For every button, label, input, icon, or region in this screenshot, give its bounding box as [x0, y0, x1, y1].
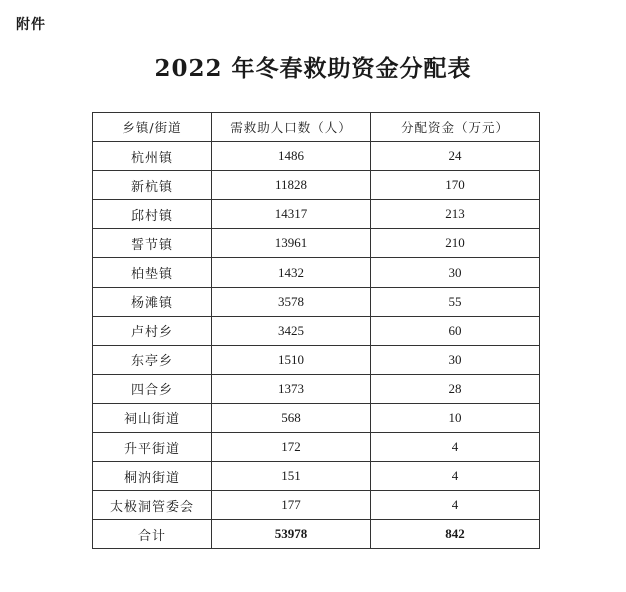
township-cell: 祠山街道 [93, 403, 212, 432]
table-row [93, 142, 540, 171]
table-row [93, 433, 540, 462]
funds-cell: 60 [371, 316, 540, 345]
population-cell: 172 [212, 433, 371, 462]
township-cell: 升平街道 [93, 433, 212, 462]
funds-cell: 30 [371, 258, 540, 287]
population-cell: 568 [212, 403, 371, 432]
population-cell: 14317 [212, 200, 371, 229]
funds-cell: 4 [371, 462, 540, 491]
population-cell: 1432 [212, 258, 371, 287]
township-cell: 卢村乡 [93, 316, 212, 345]
township-cell: 柏垫镇 [93, 258, 212, 287]
table-row [93, 403, 540, 432]
table-row [93, 316, 540, 345]
table-row [93, 229, 540, 258]
population-cell: 1510 [212, 345, 371, 374]
funds-cell: 28 [371, 374, 540, 403]
header-population: 需救助人口数（人） [212, 113, 371, 142]
funds-cell: 30 [371, 345, 540, 374]
funds-cell: 4 [371, 491, 540, 520]
table-row [93, 258, 540, 287]
total-label: 合计 [93, 520, 212, 549]
funds-cell: 170 [371, 171, 540, 200]
header-township: 乡镇/街道 [93, 113, 212, 142]
table-row [93, 462, 540, 491]
funds-cell: 24 [371, 142, 540, 171]
document-title: 2022 年冬春救助资金分配表 [154, 55, 472, 82]
table-row [93, 345, 540, 374]
population-cell: 3578 [212, 287, 371, 316]
allocation-table [92, 112, 540, 549]
population-cell: 3425 [212, 316, 371, 345]
table-row [93, 287, 540, 316]
table-row [93, 200, 540, 229]
township-cell: 杭州镇 [93, 142, 212, 171]
funds-cell: 4 [371, 433, 540, 462]
table-header-row [93, 113, 540, 142]
total-row [93, 520, 540, 549]
total-funds: 842 [371, 520, 540, 549]
table-row [93, 374, 540, 403]
township-cell: 四合乡 [93, 374, 212, 403]
funds-cell: 10 [371, 403, 540, 432]
funds-cell: 55 [371, 287, 540, 316]
funds-cell: 213 [371, 200, 540, 229]
township-cell: 新杭镇 [93, 171, 212, 200]
table-row [93, 491, 540, 520]
population-cell: 13961 [212, 229, 371, 258]
population-cell: 177 [212, 491, 371, 520]
header-funds: 分配资金（万元） [371, 113, 540, 142]
township-cell: 誓节镇 [93, 229, 212, 258]
funds-cell: 210 [371, 229, 540, 258]
township-cell: 邱村镇 [93, 200, 212, 229]
population-cell: 1373 [212, 374, 371, 403]
township-cell: 杨滩镇 [93, 287, 212, 316]
township-cell: 太极洞管委会 [93, 491, 212, 520]
township-cell: 桐汭街道 [93, 462, 212, 491]
population-cell: 1486 [212, 142, 371, 171]
population-cell: 11828 [212, 171, 371, 200]
population-cell: 151 [212, 462, 371, 491]
township-cell: 东亭乡 [93, 345, 212, 374]
attachment-label: 附件 [16, 17, 46, 33]
table-row [93, 171, 540, 200]
total-population: 53978 [212, 520, 371, 549]
